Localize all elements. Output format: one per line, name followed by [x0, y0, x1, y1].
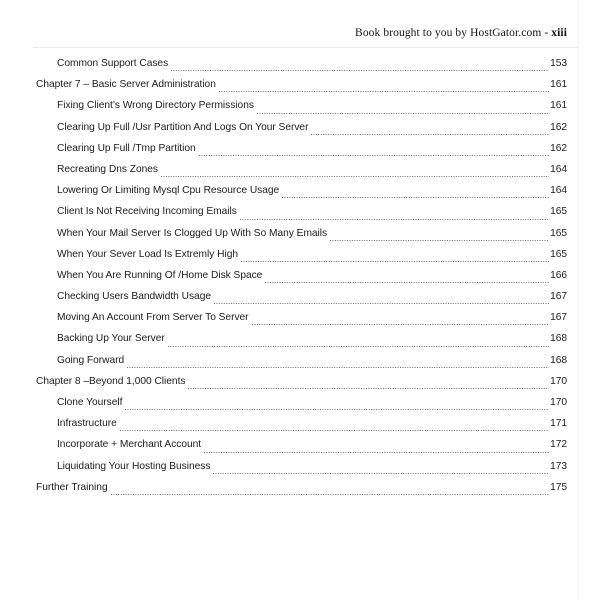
toc-dot-leader: [171, 70, 549, 71]
toc-entry-title: Liquidating Your Hosting Business: [57, 460, 211, 472]
toc-entry[interactable]: [36, 244, 567, 265]
toc-entry-page-number: 162: [550, 142, 567, 154]
toc-entry[interactable]: [36, 307, 567, 328]
toc-entry[interactable]: [36, 371, 567, 392]
toc-entry[interactable]: [36, 286, 567, 307]
toc-entry-title: Moving An Account From Server To Server: [57, 312, 249, 324]
table-of-contents: [36, 53, 567, 498]
toc-entry-title: Checking Users Bandwidth Usage: [57, 291, 211, 303]
toc-entry[interactable]: [36, 413, 567, 434]
page-boundary-line: [578, 0, 579, 600]
toc-entry-page-number: 165: [550, 227, 567, 239]
header-divider: [33, 47, 578, 48]
toc-entry-page-number: 170: [550, 397, 567, 408]
toc-dot-leader: [168, 346, 549, 347]
toc-entry-title: Chapter 7 – Basic Server Administration: [36, 79, 216, 91]
toc-entry[interactable]: [36, 95, 567, 116]
toc-entry-title: Incorporate + Merchant Account: [57, 439, 202, 451]
toc-entry[interactable]: [36, 53, 567, 74]
toc-entry[interactable]: [36, 328, 567, 349]
toc-entry[interactable]: [36, 180, 567, 201]
toc-entry-title: When Your Sever Load Is Extremly High: [57, 248, 239, 260]
toc-entry[interactable]: [36, 223, 567, 244]
toc-dot-leader: [204, 452, 549, 453]
toc-dot-leader: [219, 91, 549, 92]
toc-dot-leader: [199, 155, 549, 156]
toc-entry-page-number: 170: [550, 375, 567, 387]
toc-entry-title: Further Training: [36, 481, 108, 493]
toc-entry-page-number: 168: [550, 333, 567, 345]
toc-entry-title: Recreating Dns Zones: [57, 163, 158, 175]
toc-entry-page-number: 162: [550, 121, 567, 133]
toc-entry[interactable]: [36, 477, 567, 498]
toc-entry[interactable]: [36, 159, 567, 180]
toc-dot-leader: [330, 240, 549, 241]
running-header-text: Book brought to you by HostGator.com -: [355, 27, 552, 39]
toc-entry-page-number: 161: [550, 79, 567, 91]
toc-dot-leader: [282, 197, 549, 198]
toc-dot-leader: [213, 473, 549, 474]
toc-entry[interactable]: [36, 74, 567, 95]
toc-entry-title: Clone Yourself: [57, 397, 123, 408]
toc-entry-title: Client Is Not Receiving Incoming Emails: [57, 206, 237, 218]
toc-entry-title: Fixing Client’s Wrong Directory Permissions: [57, 100, 254, 112]
toc-entry-title: Common Support Cases: [57, 58, 169, 69]
toc-entry-page-number: 172: [550, 439, 567, 451]
toc-entry[interactable]: [36, 201, 567, 222]
toc-entry-page-number: 153: [550, 58, 567, 69]
toc-dot-leader: [127, 367, 549, 368]
toc-dot-leader: [188, 388, 549, 389]
toc-entry[interactable]: [36, 265, 567, 286]
toc-entry-title: Infrastructure: [57, 418, 117, 430]
toc-entry-page-number: 167: [550, 291, 567, 303]
toc-dot-leader: [120, 430, 549, 431]
toc-entry-page-number: 161: [550, 100, 567, 112]
toc-entry-title: When Your Mail Server Is Clogged Up With So Many Emails: [57, 227, 328, 239]
toc-dot-leader: [257, 113, 549, 114]
toc-dot-leader: [240, 219, 549, 220]
toc-entry-title: Going Forward: [57, 354, 125, 366]
toc-entry[interactable]: [36, 434, 567, 455]
toc-dot-leader: [241, 261, 549, 262]
toc-entry[interactable]: [36, 138, 567, 159]
toc-entry-page-number: 167: [550, 312, 567, 324]
toc-dot-leader: [161, 176, 549, 177]
toc-entry[interactable]: [36, 456, 567, 477]
toc-dot-leader: [265, 282, 549, 283]
toc-entry[interactable]: [36, 117, 567, 138]
page-folio-number: xiii: [551, 27, 567, 39]
toc-entry-page-number: 173: [550, 460, 567, 472]
toc-entry-title: Clearing Up Full /Tmp Partition: [57, 142, 196, 154]
toc-entry-title: Chapter 8 –Beyond 1,000 Clients: [36, 375, 186, 387]
toc-entry-page-number: 175: [550, 481, 567, 493]
toc-entry-page-number: 164: [550, 185, 567, 197]
toc-dot-leader: [311, 134, 549, 135]
toc-dot-leader: [125, 409, 549, 410]
toc-entry-title: Backing Up Your Server: [57, 333, 165, 345]
toc-entry-page-number: 165: [550, 206, 567, 218]
toc-entry-title: Clearing Up Full /Usr Partition And Logs On Your Server: [57, 121, 309, 133]
toc-entry-page-number: 168: [550, 354, 567, 366]
toc-entry[interactable]: [36, 392, 567, 413]
toc-entry[interactable]: [36, 350, 567, 371]
running-header: [36, 27, 567, 39]
toc-dot-leader: [214, 303, 549, 304]
toc-entry-page-number: 164: [550, 163, 567, 175]
toc-dot-leader: [111, 494, 549, 495]
toc-entry-title: When You Are Running Of /Home Disk Space: [57, 269, 263, 281]
toc-entry-page-number: 171: [550, 418, 567, 430]
toc-entry-title: Lowering Or Limiting Mysql Cpu Resource Usage: [57, 185, 280, 197]
toc-entry-page-number: 165: [550, 248, 567, 260]
toc-entry-page-number: 166: [550, 269, 567, 281]
toc-dot-leader: [252, 324, 550, 325]
